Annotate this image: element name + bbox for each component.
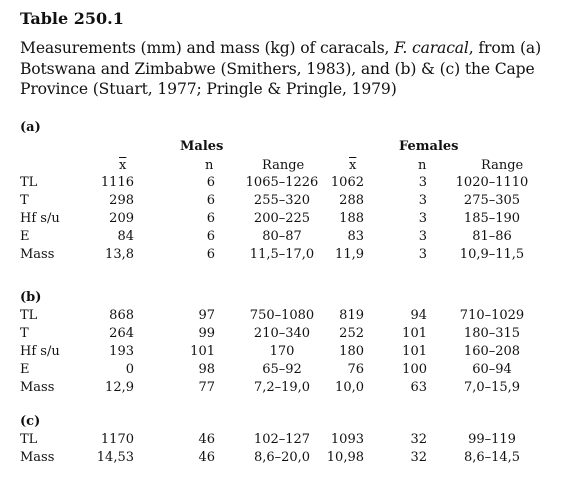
female-mean-cell: 1062 xyxy=(330,175,364,190)
female-range-cell: 7,0–15,9 xyxy=(463,380,521,395)
female-n-cell: 3 xyxy=(418,229,427,244)
female-mean-cell: 83 xyxy=(347,229,364,244)
table-row xyxy=(0,308,569,326)
male-mean-cell: 1170 xyxy=(100,432,134,447)
male-n-cell: 6 xyxy=(206,211,215,226)
male-range-cell: 11,5–17,0 xyxy=(249,247,315,262)
male-mean-cell: 84 xyxy=(117,229,134,244)
female-n-cell: 32 xyxy=(410,432,427,447)
group-header-females: Females xyxy=(399,139,459,154)
row-label: Mass xyxy=(20,380,55,395)
female-range-cell: 275–305 xyxy=(463,193,521,208)
male-n-cell: 46 xyxy=(198,432,215,447)
male-mean-cell: 1116 xyxy=(100,175,134,190)
table-row xyxy=(0,362,569,380)
table-row xyxy=(0,380,569,398)
male-mean-cell: 12,9 xyxy=(105,380,134,395)
female-n-cell: 101 xyxy=(402,344,427,359)
column-header-female-range: Range xyxy=(481,158,524,173)
female-range-cell: 8,6–14,5 xyxy=(463,450,521,465)
row-label: Mass xyxy=(20,450,55,465)
male-mean-cell: 0 xyxy=(125,362,134,377)
table-row xyxy=(0,247,569,265)
male-mean-cell: 14,53 xyxy=(96,450,134,465)
male-range-cell: 65–92 xyxy=(262,362,302,377)
male-range-cell: 255–320 xyxy=(253,193,311,208)
female-range-cell: 710–1029 xyxy=(459,308,525,323)
male-n-cell: 6 xyxy=(206,247,215,262)
female-n-cell: 94 xyxy=(410,308,427,323)
male-n-cell: 97 xyxy=(198,308,215,323)
column-header-male-range: Range xyxy=(262,158,305,173)
row-label: Mass xyxy=(20,247,55,262)
female-n-cell: 3 xyxy=(418,193,427,208)
female-mean-cell: 819 xyxy=(339,308,364,323)
female-range-cell: 99–119 xyxy=(468,432,516,447)
section-label-b: (b) xyxy=(20,290,42,305)
male-mean-cell: 13,8 xyxy=(105,247,134,262)
male-mean-cell: 298 xyxy=(109,193,134,208)
male-mean-cell: 209 xyxy=(109,211,134,226)
male-n-cell: 101 xyxy=(190,344,215,359)
female-range-cell: 1020–1110 xyxy=(455,175,529,190)
male-n-cell: 6 xyxy=(206,193,215,208)
female-n-cell: 3 xyxy=(418,211,427,226)
table-row xyxy=(0,229,569,247)
table-row xyxy=(0,211,569,229)
male-range-cell: 8,6–20,0 xyxy=(253,450,311,465)
section-label-c: (c) xyxy=(20,414,41,429)
male-range-cell: 1065–1226 xyxy=(245,175,319,190)
female-mean-cell: 180 xyxy=(339,344,364,359)
female-range-cell: 81–86 xyxy=(472,229,512,244)
male-range-cell: 170 xyxy=(269,344,295,359)
row-label: TL xyxy=(20,432,38,447)
column-header-female-mean: $\overline{x}$ xyxy=(349,158,357,173)
group-header-males: Males xyxy=(180,139,224,154)
column-header-male-mean: $\overline{x}$ xyxy=(119,158,127,173)
male-n-cell: 6 xyxy=(206,229,215,244)
female-mean-cell: 288 xyxy=(339,193,364,208)
row-label: Hf s/u xyxy=(20,344,60,359)
female-n-cell: 101 xyxy=(402,326,427,341)
male-mean-cell: 193 xyxy=(109,344,134,359)
female-n-cell: 63 xyxy=(410,380,427,395)
column-header-male-n: n xyxy=(205,158,214,173)
female-mean-cell: 10,0 xyxy=(335,380,364,395)
row-label: TL xyxy=(20,175,38,190)
male-n-cell: 98 xyxy=(198,362,215,377)
male-n-cell: 77 xyxy=(198,380,215,395)
row-label: T xyxy=(20,193,29,208)
male-mean-cell: 868 xyxy=(109,308,134,323)
table-row xyxy=(0,450,569,468)
table-row xyxy=(0,193,569,211)
female-range-cell: 60–94 xyxy=(472,362,512,377)
female-n-cell: 100 xyxy=(402,362,427,377)
caption-text-pre: Measurements (mm) and mass (kg) of caracals, xyxy=(20,39,395,57)
male-range-cell: 750–1080 xyxy=(249,308,315,323)
male-mean-cell: 264 xyxy=(109,326,134,341)
male-range-cell: 102–127 xyxy=(253,432,311,447)
table-title: Table 250.1 xyxy=(20,9,124,28)
male-n-cell: 6 xyxy=(206,175,215,190)
female-range-cell: 185–190 xyxy=(463,211,521,226)
male-n-cell: 99 xyxy=(198,326,215,341)
table-row xyxy=(0,344,569,362)
female-mean-cell: 11,9 xyxy=(335,247,364,262)
female-range-cell: 180–315 xyxy=(463,326,521,341)
row-label: Hf s/u xyxy=(20,211,60,226)
row-label: T xyxy=(20,326,29,341)
female-mean-cell: 1093 xyxy=(330,432,364,447)
female-n-cell: 3 xyxy=(418,175,427,190)
male-n-cell: 46 xyxy=(198,450,215,465)
caption-text-post: , from (a) Botswana and Zimbabwe (Smithers, 1983), and (b) & (c) the Cape Province (Stuart, 1977; Pringle & Pringle, 1979) xyxy=(20,39,542,98)
female-range-cell: 160–208 xyxy=(463,344,521,359)
female-mean-cell: 252 xyxy=(339,326,364,341)
table-caption xyxy=(20,38,560,100)
table-row xyxy=(0,175,569,193)
female-mean-cell: 10,98 xyxy=(326,450,364,465)
row-label: E xyxy=(20,229,30,244)
female-n-cell: 32 xyxy=(410,450,427,465)
female-range-cell: 10,9–11,5 xyxy=(459,247,525,262)
female-mean-cell: 188 xyxy=(339,211,364,226)
column-header-female-n: n xyxy=(418,158,427,173)
male-range-cell: 200–225 xyxy=(253,211,311,226)
male-range-cell: 80–87 xyxy=(262,229,302,244)
caption-species: F. caracal xyxy=(394,39,469,57)
male-range-cell: 210–340 xyxy=(253,326,311,341)
male-range-cell: 7,2–19,0 xyxy=(253,380,311,395)
row-label: TL xyxy=(20,308,38,323)
female-n-cell: 3 xyxy=(418,247,427,262)
row-label: E xyxy=(20,362,30,377)
table-row xyxy=(0,326,569,344)
female-mean-cell: 76 xyxy=(347,362,364,377)
table-row xyxy=(0,432,569,450)
section-label-a: (a) xyxy=(20,120,41,135)
